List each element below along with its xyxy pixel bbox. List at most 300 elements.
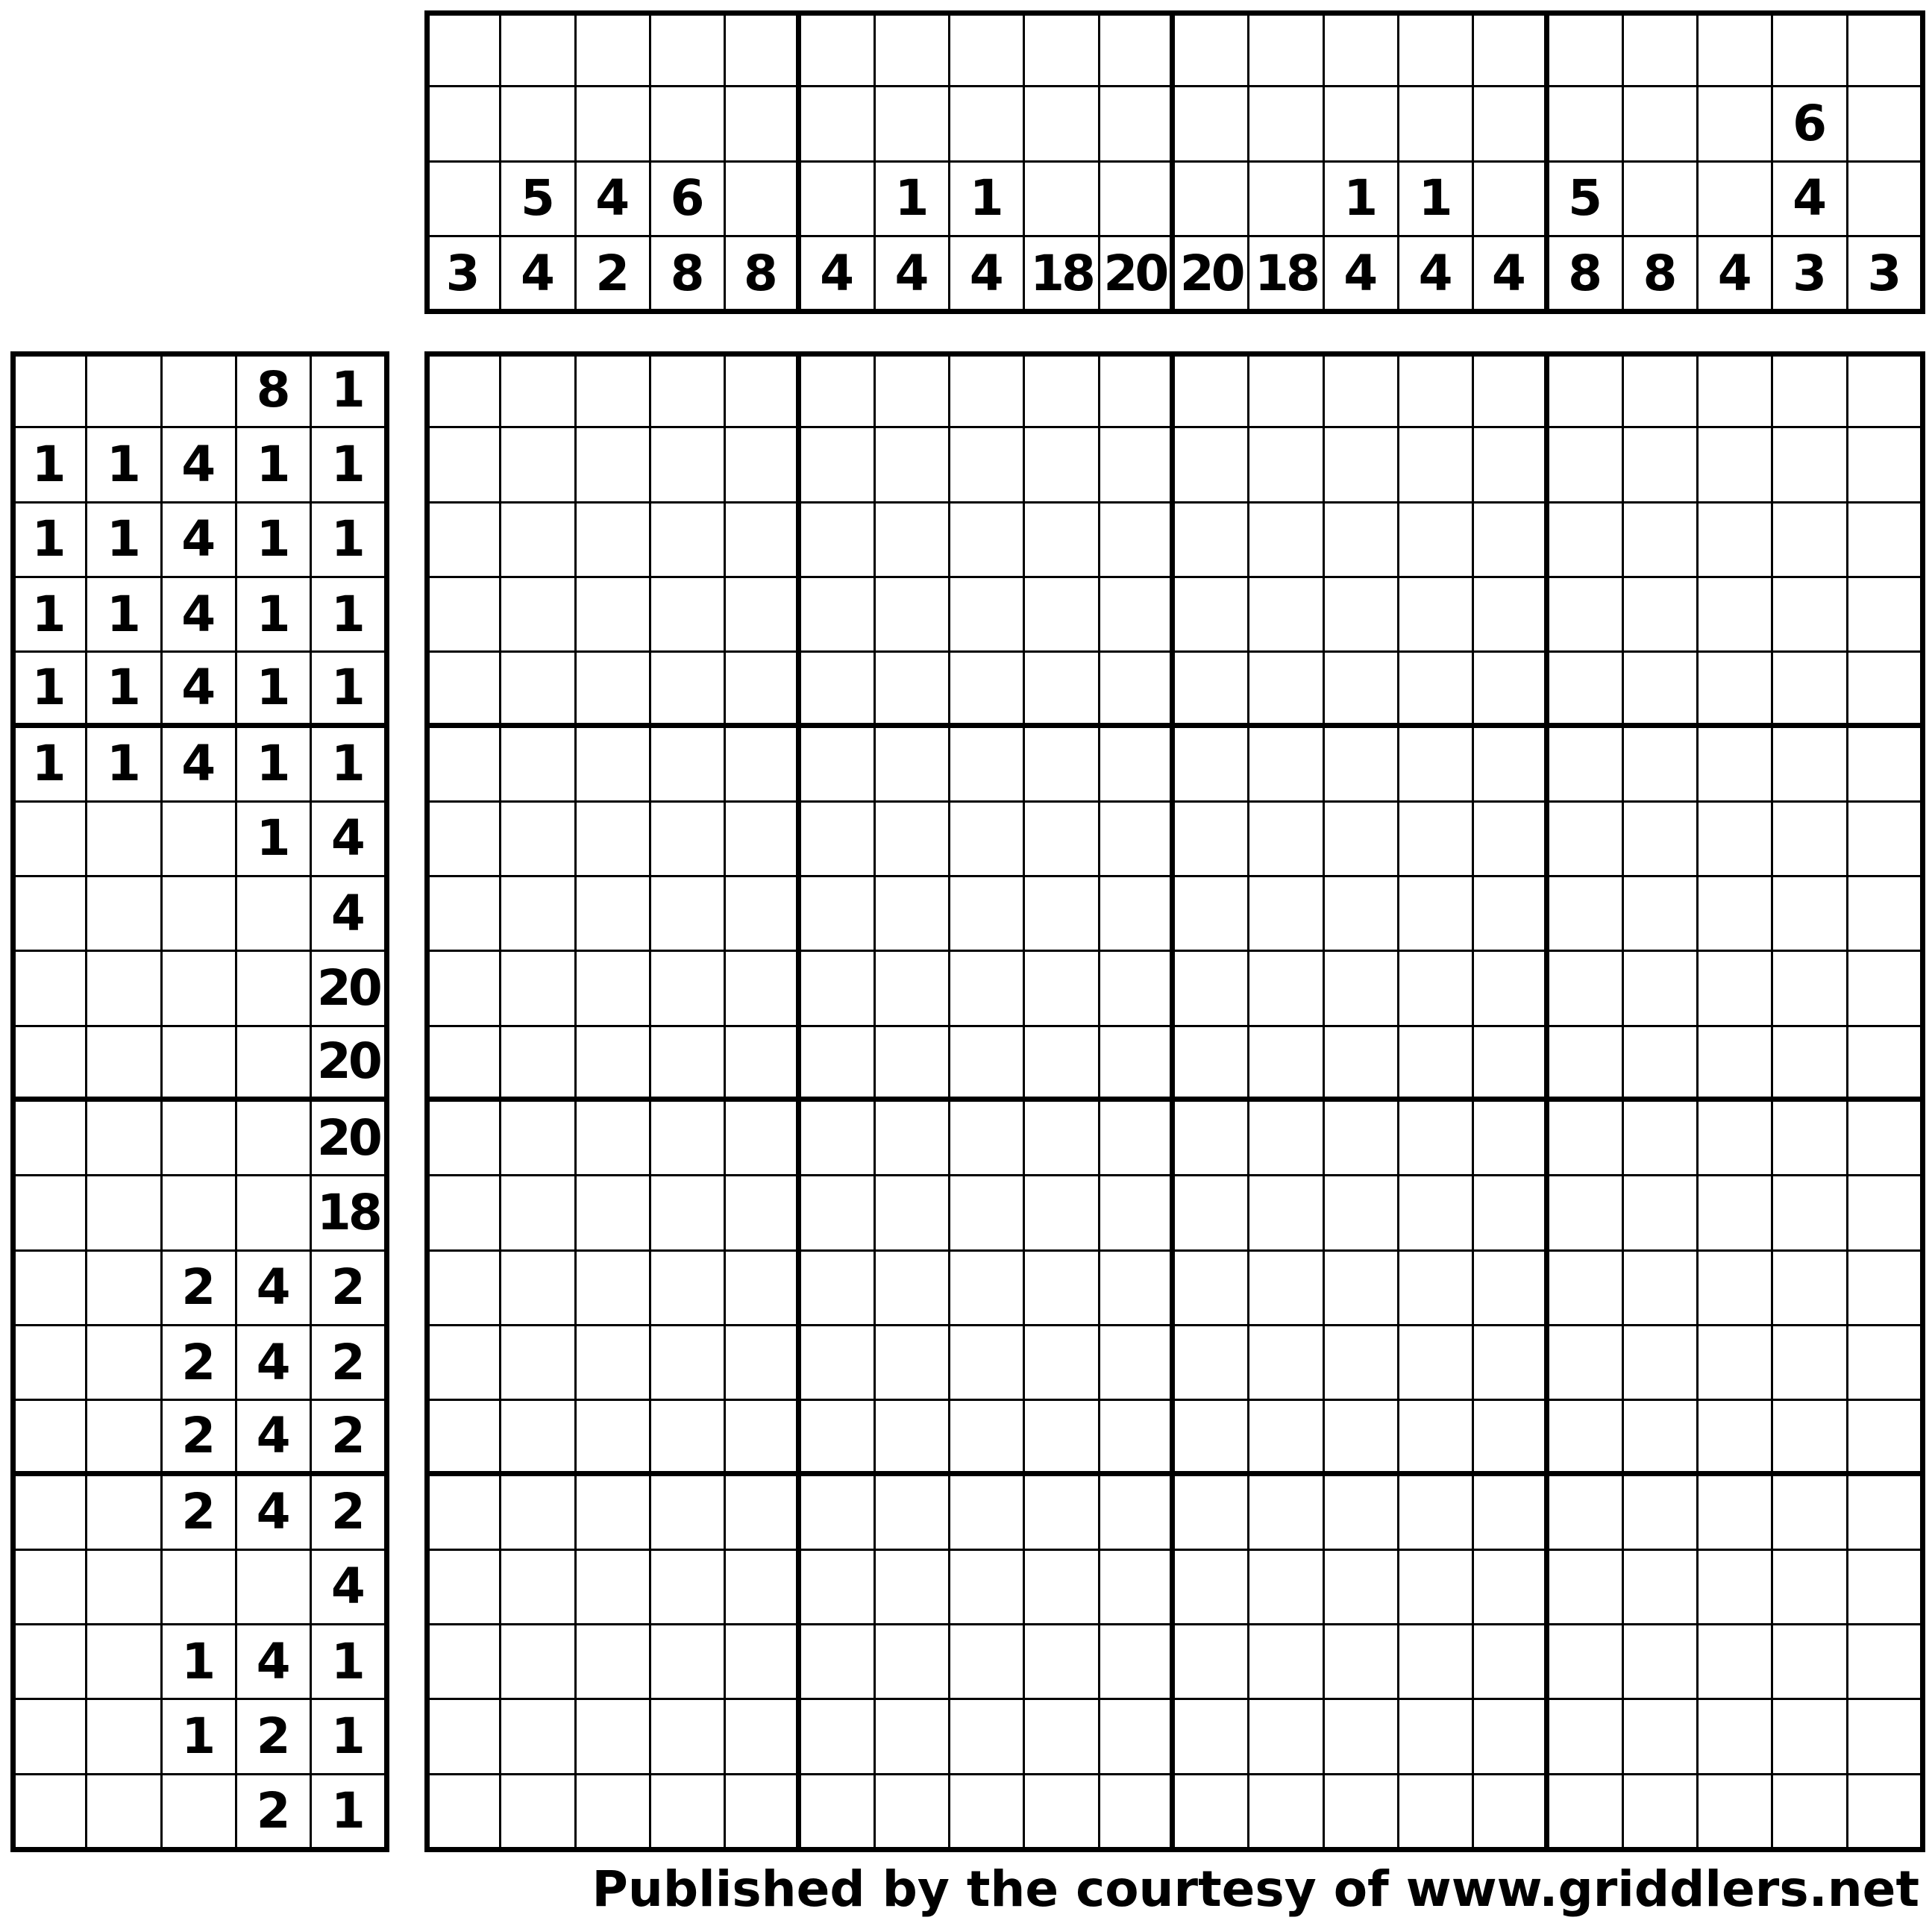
- board-cell[interactable]: [577, 1625, 651, 1700]
- board-cell[interactable]: [1848, 1551, 1923, 1625]
- board-cell[interactable]: [1249, 653, 1324, 727]
- board-cell[interactable]: [1399, 952, 1474, 1026]
- board-cell[interactable]: [501, 428, 576, 503]
- board-cell[interactable]: [1773, 952, 1848, 1026]
- board-cell[interactable]: [1325, 1027, 1399, 1102]
- board-cell[interactable]: [1699, 1625, 1773, 1700]
- board-cell[interactable]: [1773, 1476, 1848, 1551]
- board-cell[interactable]: [427, 1252, 501, 1326]
- board-cell[interactable]: [1100, 1252, 1175, 1326]
- board-cell[interactable]: [1624, 1027, 1699, 1102]
- board-cell[interactable]: [501, 1252, 576, 1326]
- board-cell[interactable]: [1474, 1551, 1549, 1625]
- board-cell[interactable]: [1624, 504, 1699, 578]
- board-cell[interactable]: [427, 1176, 501, 1251]
- board-cell[interactable]: [1773, 1775, 1848, 1850]
- board-cell[interactable]: [876, 504, 950, 578]
- board-cell[interactable]: [1100, 1700, 1175, 1775]
- board-cell[interactable]: [726, 803, 800, 877]
- board-cell[interactable]: [1699, 1252, 1773, 1326]
- board-cell[interactable]: [1249, 1252, 1324, 1326]
- board-cell[interactable]: [1399, 1176, 1474, 1251]
- board-cell[interactable]: [501, 1326, 576, 1401]
- board-cell[interactable]: [1100, 1176, 1175, 1251]
- board-cell[interactable]: [1325, 1476, 1399, 1551]
- board-cell[interactable]: [1624, 1775, 1699, 1850]
- board-cell[interactable]: [1773, 428, 1848, 503]
- board-cell[interactable]: [1249, 877, 1324, 952]
- board-cell[interactable]: [1848, 653, 1923, 727]
- board-cell[interactable]: [1175, 1176, 1249, 1251]
- board-cell[interactable]: [1474, 504, 1549, 578]
- board-cell[interactable]: [1848, 1700, 1923, 1775]
- board-cell[interactable]: [1699, 1700, 1773, 1775]
- board-cell[interactable]: [1249, 728, 1324, 803]
- board-cell[interactable]: [876, 728, 950, 803]
- board-cell[interactable]: [427, 1551, 501, 1625]
- board-cell[interactable]: [726, 1102, 800, 1176]
- board-cell[interactable]: [1773, 354, 1848, 428]
- board-cell[interactable]: [1474, 1401, 1549, 1475]
- board-cell[interactable]: [1773, 1625, 1848, 1700]
- board-cell[interactable]: [1325, 877, 1399, 952]
- board-cell[interactable]: [1699, 428, 1773, 503]
- board-cell[interactable]: [801, 1476, 876, 1551]
- board-cell[interactable]: [1474, 428, 1549, 503]
- board-cell[interactable]: [1399, 1252, 1474, 1326]
- board-cell[interactable]: [501, 653, 576, 727]
- board-cell[interactable]: [1699, 354, 1773, 428]
- board-cell[interactable]: [1549, 1700, 1624, 1775]
- board-cell[interactable]: [1249, 354, 1324, 428]
- board-cell[interactable]: [1399, 354, 1474, 428]
- board-cell[interactable]: [1100, 653, 1175, 727]
- board-cell[interactable]: [1325, 728, 1399, 803]
- board-cell[interactable]: [1624, 728, 1699, 803]
- board-cell[interactable]: [1249, 952, 1324, 1026]
- board-cell[interactable]: [1474, 952, 1549, 1026]
- board-cell[interactable]: [1025, 1775, 1100, 1850]
- board-cell[interactable]: [1474, 728, 1549, 803]
- board-cell[interactable]: [801, 504, 876, 578]
- board-cell[interactable]: [1549, 952, 1624, 1026]
- board-cell[interactable]: [1773, 1551, 1848, 1625]
- board-cell[interactable]: [1325, 1401, 1399, 1475]
- board-cell[interactable]: [1549, 578, 1624, 653]
- board-cell[interactable]: [651, 1102, 726, 1176]
- board-cell[interactable]: [801, 1551, 876, 1625]
- board-cell[interactable]: [1025, 1252, 1100, 1326]
- board-cell[interactable]: [1848, 354, 1923, 428]
- board-cell[interactable]: [801, 1401, 876, 1475]
- board-cell[interactable]: [1025, 1176, 1100, 1251]
- board-cell[interactable]: [1025, 1625, 1100, 1700]
- board-cell[interactable]: [1249, 504, 1324, 578]
- board-cell[interactable]: [876, 653, 950, 727]
- board-cell[interactable]: [427, 653, 501, 727]
- board-cell[interactable]: [801, 803, 876, 877]
- board-cell[interactable]: [726, 1700, 800, 1775]
- board-cell[interactable]: [1325, 354, 1399, 428]
- board-cell[interactable]: [1848, 728, 1923, 803]
- board-cell[interactable]: [1549, 1476, 1624, 1551]
- board-cell[interactable]: [1399, 1625, 1474, 1700]
- board-cell[interactable]: [1025, 952, 1100, 1026]
- board-cell[interactable]: [726, 728, 800, 803]
- board-cell[interactable]: [1100, 1027, 1175, 1102]
- board-cell[interactable]: [1025, 1401, 1100, 1475]
- board-cell[interactable]: [1624, 1401, 1699, 1475]
- board-cell[interactable]: [1699, 1775, 1773, 1850]
- board-cell[interactable]: [1474, 877, 1549, 952]
- board-cell[interactable]: [1848, 428, 1923, 503]
- board-cell[interactable]: [427, 354, 501, 428]
- board-cell[interactable]: [577, 803, 651, 877]
- board-cell[interactable]: [876, 428, 950, 503]
- board-cell[interactable]: [1249, 428, 1324, 503]
- board-cell[interactable]: [1474, 578, 1549, 653]
- board-cell[interactable]: [1100, 1401, 1175, 1475]
- board-cell[interactable]: [427, 504, 501, 578]
- board-cell[interactable]: [726, 578, 800, 653]
- board-cell[interactable]: [651, 877, 726, 952]
- board-cell[interactable]: [1100, 877, 1175, 952]
- board-cell[interactable]: [427, 1775, 501, 1850]
- board-cell[interactable]: [501, 1102, 576, 1176]
- board-cell[interactable]: [501, 1176, 576, 1251]
- board-cell[interactable]: [801, 653, 876, 727]
- board-cell[interactable]: [726, 1027, 800, 1102]
- board-cell[interactable]: [1773, 1700, 1848, 1775]
- board-cell[interactable]: [1773, 653, 1848, 727]
- board-cell[interactable]: [1025, 1326, 1100, 1401]
- board-cell[interactable]: [1624, 653, 1699, 727]
- board-cell[interactable]: [651, 1027, 726, 1102]
- board-cell[interactable]: [651, 1551, 726, 1625]
- board-cell[interactable]: [1399, 653, 1474, 727]
- board-cell[interactable]: [577, 653, 651, 727]
- board-cell[interactable]: [1549, 877, 1624, 952]
- board-cell[interactable]: [950, 728, 1025, 803]
- board-cell[interactable]: [726, 1401, 800, 1475]
- board-cell[interactable]: [1474, 1176, 1549, 1251]
- board-cell[interactable]: [950, 1176, 1025, 1251]
- board-cell[interactable]: [1249, 1326, 1324, 1401]
- board-cell[interactable]: [950, 803, 1025, 877]
- board-cell[interactable]: [577, 1476, 651, 1551]
- board-cell[interactable]: [1624, 578, 1699, 653]
- board-cell[interactable]: [577, 1775, 651, 1850]
- board-cell[interactable]: [1249, 803, 1324, 877]
- board-cell[interactable]: [950, 1476, 1025, 1551]
- board-cell[interactable]: [1249, 1102, 1324, 1176]
- board-cell[interactable]: [876, 1252, 950, 1326]
- board-cell[interactable]: [1699, 1176, 1773, 1251]
- board-cell[interactable]: [1175, 504, 1249, 578]
- board-cell[interactable]: [1175, 803, 1249, 877]
- board-cell[interactable]: [1549, 653, 1624, 727]
- board-cell[interactable]: [1175, 1401, 1249, 1475]
- board-cell[interactable]: [651, 504, 726, 578]
- board-cell[interactable]: [1848, 1625, 1923, 1700]
- board-cell[interactable]: [501, 354, 576, 428]
- board-cell[interactable]: [876, 1775, 950, 1850]
- board-cell[interactable]: [950, 1102, 1025, 1176]
- board-cell[interactable]: [1773, 1401, 1848, 1475]
- board-cell[interactable]: [726, 1176, 800, 1251]
- board-cell[interactable]: [1773, 803, 1848, 877]
- board-cell[interactable]: [1474, 653, 1549, 727]
- board-cell[interactable]: [1325, 578, 1399, 653]
- board-cell[interactable]: [1025, 578, 1100, 653]
- board-cell[interactable]: [1399, 428, 1474, 503]
- board-cell[interactable]: [801, 428, 876, 503]
- board-cell[interactable]: [577, 1027, 651, 1102]
- board-cell[interactable]: [501, 1700, 576, 1775]
- board-cell[interactable]: [1100, 1326, 1175, 1401]
- board-cell[interactable]: [427, 1102, 501, 1176]
- board-cell[interactable]: [1549, 1775, 1624, 1850]
- board-cell[interactable]: [1325, 952, 1399, 1026]
- board-cell[interactable]: [1699, 653, 1773, 727]
- board-cell[interactable]: [801, 578, 876, 653]
- board-cell[interactable]: [501, 504, 576, 578]
- board-cell[interactable]: [1025, 428, 1100, 503]
- board-cell[interactable]: [950, 1326, 1025, 1401]
- board-cell[interactable]: [1773, 728, 1848, 803]
- board-cell[interactable]: [1100, 428, 1175, 503]
- board-cell[interactable]: [1624, 1476, 1699, 1551]
- board-cell[interactable]: [1773, 578, 1848, 653]
- board-cell[interactable]: [801, 877, 876, 952]
- board-cell[interactable]: [1474, 1476, 1549, 1551]
- board-cell[interactable]: [1175, 1775, 1249, 1850]
- board-cell[interactable]: [876, 877, 950, 952]
- board-cell[interactable]: [801, 952, 876, 1026]
- board-cell[interactable]: [651, 1700, 726, 1775]
- board-cell[interactable]: [1549, 1326, 1624, 1401]
- board-cell[interactable]: [651, 728, 726, 803]
- board-cell[interactable]: [1175, 354, 1249, 428]
- board-cell[interactable]: [950, 504, 1025, 578]
- board-cell[interactable]: [427, 952, 501, 1026]
- board-cell[interactable]: [1699, 1326, 1773, 1401]
- board-cell[interactable]: [1100, 952, 1175, 1026]
- board-cell[interactable]: [501, 578, 576, 653]
- board-cell[interactable]: [1549, 1625, 1624, 1700]
- board-cell[interactable]: [726, 1775, 800, 1850]
- board-cell[interactable]: [801, 1326, 876, 1401]
- board-cell[interactable]: [1175, 1700, 1249, 1775]
- board-cell[interactable]: [1699, 1551, 1773, 1625]
- board-cell[interactable]: [1624, 952, 1699, 1026]
- board-cell[interactable]: [1624, 1700, 1699, 1775]
- board-cell[interactable]: [876, 1700, 950, 1775]
- board-cell[interactable]: [1325, 1176, 1399, 1251]
- board-cell[interactable]: [1175, 653, 1249, 727]
- board-cell[interactable]: [1848, 504, 1923, 578]
- board-cell[interactable]: [651, 1476, 726, 1551]
- board-cell[interactable]: [577, 952, 651, 1026]
- board-cell[interactable]: [1399, 504, 1474, 578]
- board-cell[interactable]: [577, 578, 651, 653]
- board-cell[interactable]: [1325, 1102, 1399, 1176]
- board-cell[interactable]: [1474, 354, 1549, 428]
- board-cell[interactable]: [1025, 1102, 1100, 1176]
- board-cell[interactable]: [1474, 1252, 1549, 1326]
- board-cell[interactable]: [1399, 1551, 1474, 1625]
- board-cell[interactable]: [577, 877, 651, 952]
- board-cell[interactable]: [1699, 578, 1773, 653]
- board-cell[interactable]: [1249, 1476, 1324, 1551]
- board-cell[interactable]: [726, 428, 800, 503]
- board-cell[interactable]: [1325, 653, 1399, 727]
- board-cell[interactable]: [1848, 578, 1923, 653]
- board-cell[interactable]: [1848, 803, 1923, 877]
- board-cell[interactable]: [876, 952, 950, 1026]
- board-cell[interactable]: [1474, 1326, 1549, 1401]
- board-cell[interactable]: [1175, 877, 1249, 952]
- board-cell[interactable]: [1773, 1102, 1848, 1176]
- board-cell[interactable]: [1100, 1102, 1175, 1176]
- board-cell[interactable]: [1848, 1326, 1923, 1401]
- board-cell[interactable]: [577, 1102, 651, 1176]
- board-cell[interactable]: [1549, 728, 1624, 803]
- board-cell[interactable]: [950, 1027, 1025, 1102]
- board-cell[interactable]: [501, 1401, 576, 1475]
- board-cell[interactable]: [1100, 728, 1175, 803]
- board-cell[interactable]: [801, 1252, 876, 1326]
- board-cell[interactable]: [501, 1775, 576, 1850]
- board-cell[interactable]: [876, 354, 950, 428]
- board-cell[interactable]: [1025, 1476, 1100, 1551]
- board-cell[interactable]: [876, 1176, 950, 1251]
- board-cell[interactable]: [1399, 1326, 1474, 1401]
- board-cell[interactable]: [1175, 1252, 1249, 1326]
- board-cell[interactable]: [1100, 504, 1175, 578]
- board-cell[interactable]: [801, 1027, 876, 1102]
- board-cell[interactable]: [950, 578, 1025, 653]
- board-cell[interactable]: [1549, 803, 1624, 877]
- board-cell[interactable]: [1624, 354, 1699, 428]
- board-cell[interactable]: [1100, 1625, 1175, 1700]
- board-cell[interactable]: [801, 1775, 876, 1850]
- board-cell[interactable]: [1474, 1700, 1549, 1775]
- board-cell[interactable]: [1549, 354, 1624, 428]
- board-cell[interactable]: [726, 504, 800, 578]
- board-cell[interactable]: [1474, 803, 1549, 877]
- board-cell[interactable]: [651, 354, 726, 428]
- board-cell[interactable]: [651, 1326, 726, 1401]
- board-cell[interactable]: [1399, 1700, 1474, 1775]
- board-cell[interactable]: [427, 578, 501, 653]
- board-cell[interactable]: [577, 428, 651, 503]
- board-cell[interactable]: [1175, 1551, 1249, 1625]
- board-cell[interactable]: [1699, 1102, 1773, 1176]
- board-cell[interactable]: [651, 578, 726, 653]
- board-cell[interactable]: [427, 1700, 501, 1775]
- board-cell[interactable]: [1325, 1700, 1399, 1775]
- board-cell[interactable]: [1699, 504, 1773, 578]
- board-cell[interactable]: [1549, 1551, 1624, 1625]
- board-cell[interactable]: [1025, 1700, 1100, 1775]
- board-cell[interactable]: [1549, 428, 1624, 503]
- board-cell[interactable]: [876, 1476, 950, 1551]
- board-cell[interactable]: [651, 1625, 726, 1700]
- board-cell[interactable]: [876, 1551, 950, 1625]
- board-cell[interactable]: [1175, 1326, 1249, 1401]
- board-cell[interactable]: [950, 354, 1025, 428]
- board-cell[interactable]: [726, 1476, 800, 1551]
- board-cell[interactable]: [1848, 952, 1923, 1026]
- board-cell[interactable]: [1549, 1027, 1624, 1102]
- board-cell[interactable]: [501, 1027, 576, 1102]
- board-cell[interactable]: [1249, 1401, 1324, 1475]
- board-cell[interactable]: [1025, 653, 1100, 727]
- board-cell[interactable]: [1848, 1102, 1923, 1176]
- board-cell[interactable]: [1249, 1027, 1324, 1102]
- board-cell[interactable]: [1549, 1102, 1624, 1176]
- board-cell[interactable]: [726, 1252, 800, 1326]
- board-cell[interactable]: [801, 728, 876, 803]
- board-cell[interactable]: [726, 354, 800, 428]
- board-cell[interactable]: [726, 1326, 800, 1401]
- board-cell[interactable]: [1624, 428, 1699, 503]
- board-cell[interactable]: [1100, 578, 1175, 653]
- board-cell[interactable]: [950, 1551, 1025, 1625]
- board-cell[interactable]: [501, 1625, 576, 1700]
- board-cell[interactable]: [577, 1326, 651, 1401]
- board-cell[interactable]: [1474, 1775, 1549, 1850]
- board-cell[interactable]: [651, 952, 726, 1026]
- board-cell[interactable]: [501, 952, 576, 1026]
- board-cell[interactable]: [1773, 1326, 1848, 1401]
- board-cell[interactable]: [1624, 1551, 1699, 1625]
- board-cell[interactable]: [1249, 1551, 1324, 1625]
- board-cell[interactable]: [1399, 803, 1474, 877]
- board-cell[interactable]: [1848, 1476, 1923, 1551]
- board-cell[interactable]: [1624, 877, 1699, 952]
- board-cell[interactable]: [801, 1102, 876, 1176]
- board-cell[interactable]: [801, 1176, 876, 1251]
- board-cell[interactable]: [1399, 1775, 1474, 1850]
- board-cell[interactable]: [1848, 877, 1923, 952]
- board-cell[interactable]: [427, 1027, 501, 1102]
- board-cell[interactable]: [427, 728, 501, 803]
- board-cell[interactable]: [1399, 1027, 1474, 1102]
- board-cell[interactable]: [1773, 504, 1848, 578]
- board-cell[interactable]: [1773, 1176, 1848, 1251]
- board-cell[interactable]: [801, 1700, 876, 1775]
- board-cell[interactable]: [1175, 428, 1249, 503]
- board-cell[interactable]: [427, 1326, 501, 1401]
- board-cell[interactable]: [1325, 1252, 1399, 1326]
- board-cell[interactable]: [1474, 1625, 1549, 1700]
- board-cell[interactable]: [1325, 1775, 1399, 1850]
- board-cell[interactable]: [1699, 803, 1773, 877]
- board-cell[interactable]: [950, 653, 1025, 727]
- board-cell[interactable]: [950, 1252, 1025, 1326]
- board-cell[interactable]: [1549, 1401, 1624, 1475]
- board-cell[interactable]: [501, 1551, 576, 1625]
- board-cell[interactable]: [1773, 877, 1848, 952]
- board-cell[interactable]: [1100, 354, 1175, 428]
- board-cell[interactable]: [1624, 1326, 1699, 1401]
- board-cell[interactable]: [651, 428, 726, 503]
- board-cell[interactable]: [651, 1401, 726, 1475]
- board-cell[interactable]: [1175, 1625, 1249, 1700]
- board-cell[interactable]: [876, 1326, 950, 1401]
